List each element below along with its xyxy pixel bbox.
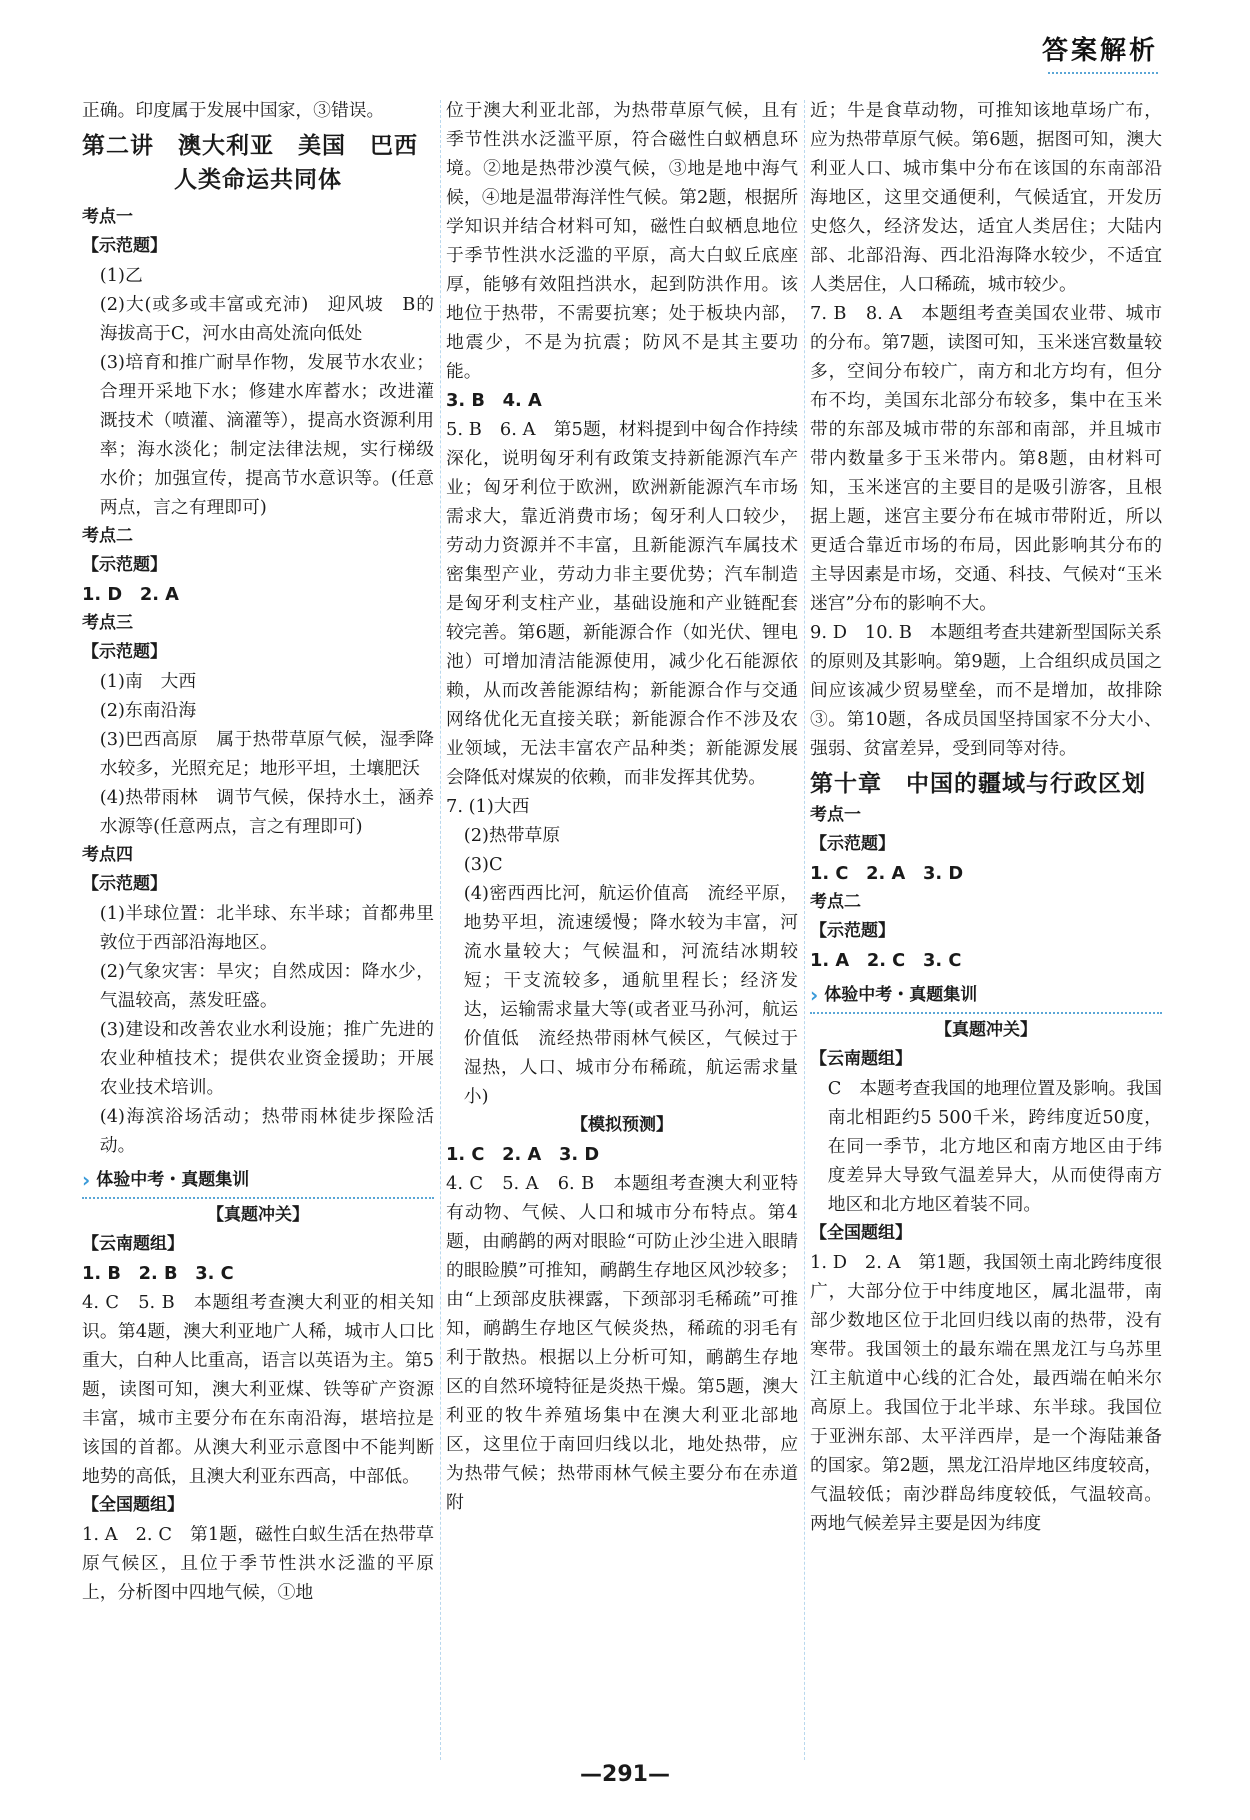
answer-item: 1. D 2. A 第1题，我国领土南北跨纬度很广，大部分位于中纬度地区，属北温带，南部少数地区位于北回归线以南的热带，没有寒带。我国领土的最东端在黑龙江与乌苏里江主航道中心线的汇合处，最西端在帕米尔高原上。我国位于北半球、东半球。我国位于亚洲东部、太平洋西岸，是一个海陆兼备的国家。第2题，黑龙江沿岸地区纬度较高，气温较低；南沙群岛纬度较低，气温较高。两地气候差异主要是因为纬度 (810, 1252, 1162, 1534)
banner-label: 体验中考・真题集训 (824, 985, 978, 1005)
example-label: 【示范题】 (82, 555, 167, 575)
answer-item: 4. C 5. B 本题组考查澳大利亚的相关知识。第4题，澳大利亚地广人稀，城市人口比重大，白种人比重高，语言以英语为主。第5题，读图可知，澳大利亚煤、铁等矿产资源丰富，城市主要分布在东南沿海，堪培拉是该国的首都。从澳大利亚示意图中不能判断地势的高低，且澳大利亚东西高，中部低。 (82, 1292, 434, 1487)
answer-item: 1. C 2. A 3. D (810, 863, 964, 884)
kaodian-heading: 考点二 (810, 892, 861, 912)
answer-item: (2)东南沿海 (99, 700, 197, 721)
answer-item: 1. B 2. B 3. C (82, 1263, 234, 1284)
column-divider (440, 100, 441, 1760)
answer-item: (3)建设和改善农业水利设施；推广先进的农业种植技术；提供农业资金援助；开展农业技术培训。 (99, 1019, 434, 1098)
answer-item: (3)培育和推广耐旱作物，发展节水农业；合理开采地下水；修建水库蓄水；改进灌溉技术（喷灌、滴灌等），提高水资源利用率；海水淡化；制定法律法规，实行梯级水价；加强宣传，提高节水意识等。(任意两点，言之有理即可) (99, 352, 434, 518)
answer-item: (1)半球位置：北半球、东半球；首都弗里敦位于西部沿海地区。 (99, 903, 434, 953)
group-label: 【云南题组】 (810, 1049, 912, 1069)
answer-item: 3. B 4. A (446, 390, 542, 411)
subsection-heading: 【模拟预测】 (571, 1115, 673, 1135)
answer-item: (2)气象灾害：旱灾；自然成因：降水少，气温较高，蒸发旺盛。 (99, 961, 434, 1011)
example-label: 【示范题】 (82, 236, 167, 256)
answer-item: 1. D 2. A (82, 584, 179, 605)
answer-item: (4)海滨浴场活动；热带雨林徒步探险活动。 (99, 1106, 434, 1156)
answer-item: C 本题考查我国的地理位置及影响。我国南北相距约5 500千米，跨纬度近50度，在同一季节，北方地区和南方地区由于纬度差异大导致气温差异大，从而使得南方地区和北方地区着装不同。 (827, 1078, 1162, 1215)
banner-label: 体验中考・真题集训 (96, 1170, 250, 1190)
example-label: 【示范题】 (82, 642, 167, 662)
header-title: 答案解析 (1041, 36, 1158, 66)
answer-item: 1. C 2. A 3. D (446, 1144, 600, 1165)
kaodian-heading: 考点二 (82, 526, 133, 546)
answer-item: (4)热带雨林 调节气候，保持水土，涵养水源等(任意两点，言之有理即可) (99, 787, 434, 837)
answer-item: (3)巴西高原 属于热带草原气候，湿季降水较多，光照充足；地形平坦，土壤肥沃 (99, 729, 434, 779)
column-3 (810, 96, 1162, 1730)
subsection-heading: 【真题冲关】 (935, 1020, 1037, 1040)
column-divider (804, 100, 805, 1760)
text-line: 正确。印度属于发展中国家，③错误。 (82, 100, 385, 121)
example-label: 【示范题】 (82, 874, 167, 894)
column-1 (82, 96, 434, 1730)
answer-item: 7. (1)大西 (446, 796, 530, 817)
answer-item: 1. A 2. C 3. C (810, 950, 962, 971)
subsection-heading: 【真题冲关】 (207, 1205, 309, 1225)
column-2 (446, 96, 798, 1730)
kaodian-heading: 考点一 (82, 207, 133, 227)
group-label: 【云南题组】 (82, 1234, 184, 1254)
section-banner (82, 1166, 434, 1199)
example-label: 【示范题】 (810, 921, 895, 941)
answer-item: (2)大(或多或丰富或充沛) 迎风坡 B的海拔高于C，河水由高处流向低处 (99, 294, 434, 344)
answer-item: 位于澳大利亚北部，为热带草原气候，且有季节性洪水泛滥平原，符合磁性白蚁栖息环境。②地是热带沙漠气候，③地是地中海气候，④地是温带海洋性气候。第2题，根据所学知识并结合材料可知，磁性白蚁栖息地位于季节性洪水泛滥的平原，高大白蚁丘底座厚，能够有效阻挡洪水，起到防洪作用。该地位于热带，不需要抗寒；处于板块内部，地震少，不是为抗震；防风不是其主要功能。 (446, 100, 798, 382)
header-rule (1048, 72, 1158, 74)
kaodian-heading: 考点三 (82, 613, 133, 633)
chevron-right-icon: › (810, 983, 819, 1007)
section-subtitle: 人类命运共同体 (174, 167, 342, 193)
answer-item: 5. B 6. A 第5题，材料提到中匈合作持续深化，说明匈牙利有政策支持新能源汽车产业；匈牙利位于欧洲，欧洲新能源汽车市场需求大，靠近消费市场；匈牙利人口较少，劳动力资源并不丰富，且新能源汽车属技术密集型产业，劳动力非主要优势；汽车制造是匈牙利支柱产业，基础设施和产业链配套较完善。第6题，新能源合作（如光伏、锂电池）可增加清洁能源使用，减少化石能源依赖，从而改善能源结构；新能源合作与交通网络优化无直接关联；新能源合作不涉及农业领域，无法丰富农产品种类；新能源发展会降低对煤炭的依赖，而非发挥其优势。 (446, 419, 798, 788)
section-title: 第二讲 澳大利亚 美国 巴西 (82, 133, 418, 159)
kaodian-heading: 考点四 (82, 845, 133, 865)
kaodian-heading: 考点一 (810, 805, 861, 825)
answer-item: (1)乙 (99, 265, 143, 286)
answer-item: (1)南 大西 (99, 671, 197, 692)
example-label: 【示范题】 (810, 834, 895, 854)
group-label: 【全国题组】 (82, 1495, 184, 1515)
answer-item: (2)热带草原 (463, 825, 561, 846)
answer-item: 7. B 8. A 本题组考查美国农业带、城市的分布。第7题，读图可知，玉米迷宫数量较多，空间分布较广，南方和北方均有，但分布不均，美国东北部分布较多，集中在玉米带的东部及城市带的东部和南部，并且城市带内数量多于玉米带内。第8题，由材料可知，玉米迷宫的主要目的是吸引游客，且根据上题，迷宫主要分布在城市带附近，所以更适合靠近市场的布局，因此影响其分布的主导因素是市场，交通、科技、气候对“玉米迷宫”分布的影响不大。 (810, 303, 1162, 614)
answer-item: (4)密西西比河，航运价值高 流经平原，地势平坦，流速缓慢；降水较为丰富，河流水量较大；气候温和，河流结冰期较短；干支流较多，通航里程长；经济发达，运输需求量大等(或者亚马孙河，航运价值低 流经热带雨林气候区，气候过于湿热，人口、城市分布稀疏，航运需求量小) (463, 883, 798, 1107)
chevron-right-icon: › (82, 1168, 91, 1192)
page-number: —291— (580, 1762, 670, 1787)
answer-item: 1. A 2. C 第1题，磁性白蚁生活在热带草原气候区，且位于季节性洪水泛滥的平原上，分析图中四地气候，①地 (82, 1524, 434, 1603)
answer-item: 近；牛是食草动物，可推知该地草场广布，应为热带草原气候。第6题，据图可知，澳大利亚人口、城市集中分布在该国的东南部沿海地区，这里交通便利，气候适宜，开发历史悠久，经济发达，适宜人类居住；大陆内部、北部沿海、西北沿海降水较少，不适宜人类居住，人口稀疏，城市较少。 (810, 100, 1162, 295)
chapter-title: 第十章 中国的疆域与行政区划 (810, 771, 1146, 797)
section-banner (810, 981, 1162, 1014)
answer-item: 9. D 10. B 本题组考查共建新型国际关系的原则及其影响。第9题，上合组织成员国之间应该减少贸易壁垒，而不是增加，故排除③。第10题，各成员国坚持国家不分大小、强弱、贫富差异，受到同等对待。 (810, 622, 1162, 759)
group-label: 【全国题组】 (810, 1223, 912, 1243)
answer-item: (3)C (463, 854, 503, 875)
answer-item: 4. C 5. A 6. B 本题组考查澳大利亚特有动物、气候、人口和城市分布特点。第4题，由鸸鹋的两对眼睑“可防止沙尘进入眼睛的眼睑膜”可推知，鸸鹋生存地区风沙较多；由“上颈部皮肤裸露，下颈部羽毛稀疏”可推知，鸸鹋生存地区气候炎热，稀疏的羽毛有利于散热。根据以上分析可知，鸸鹋生存地区的自然环境特征是炎热干燥。第5题，澳大利亚的牧牛养殖场集中在澳大利亚北部地区，这里位于南回归线以北，地处热带，应为热带气候；热带雨林气候主要分布在赤道附 (446, 1173, 798, 1513)
